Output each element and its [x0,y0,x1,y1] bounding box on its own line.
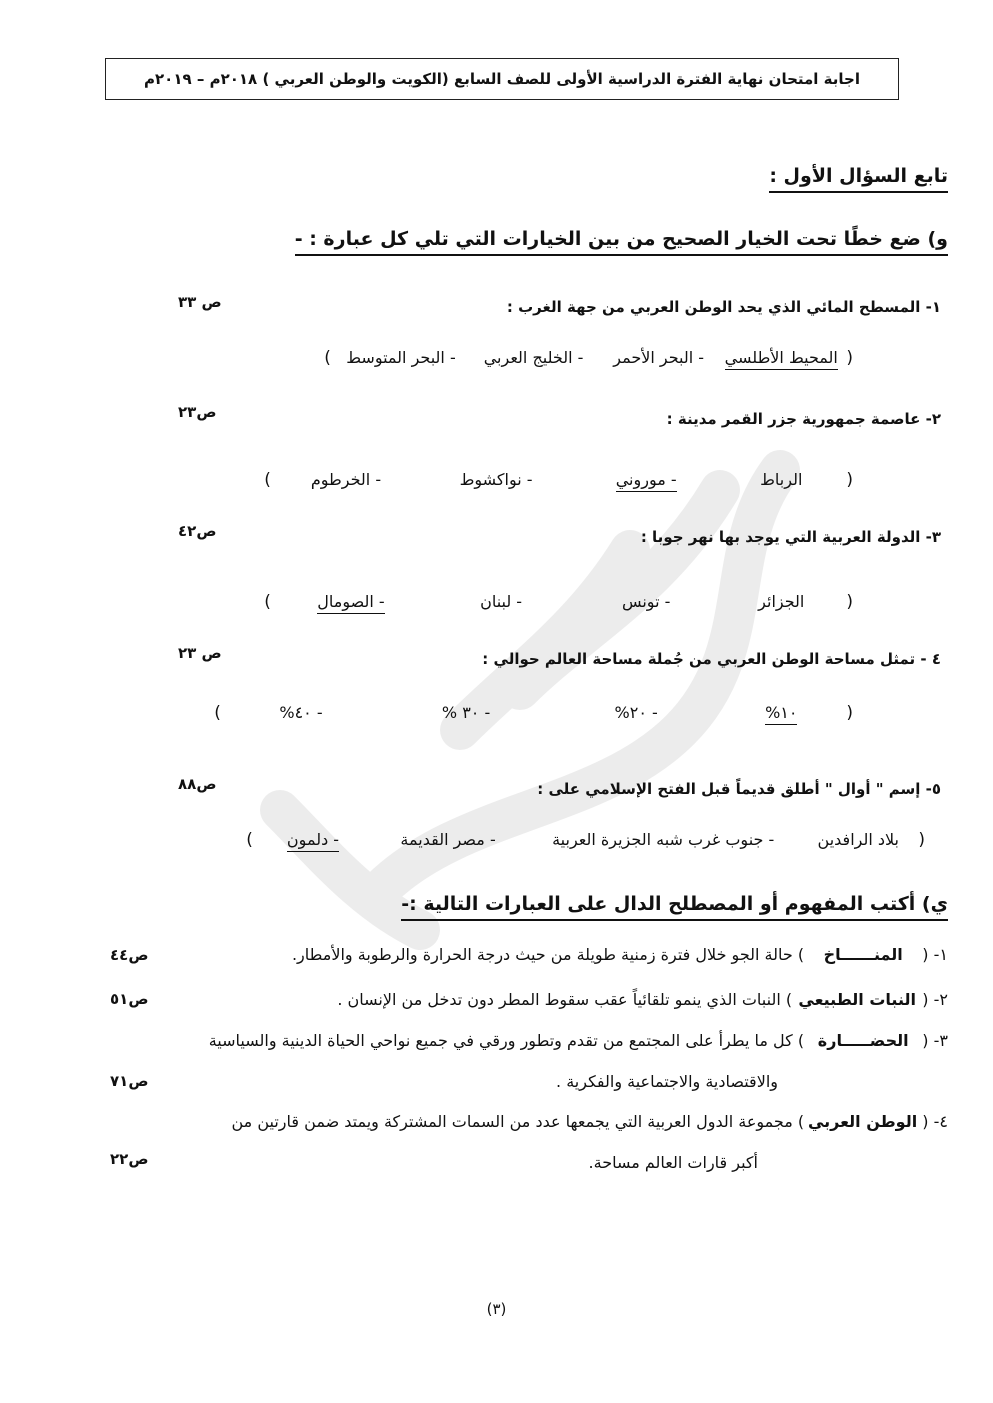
question-3-options: ( الجزائر - تونس - لبنان - الصومال ) [264,592,853,612]
definition-1-page-ref: ص٤٤ [110,946,149,964]
question-2-option-2: - موروني [576,470,716,489]
definition-3-continuation: والاقتصادية والاجتماعية والفكرية . [556,1072,778,1091]
question-2-option-3: - نواكشوط [459,470,533,489]
watermark-logo [160,430,860,950]
document-title: اجابة امتحان نهاية الفترة الدراسية الأولى للصف السابع (الكويت والوطن العربي ) ٢٠١٨م – ٢٠١٩م [144,70,860,88]
question-4-options: ( ١٠% - ٢٠% - ٣٠ % - ٤٠% ) [214,703,853,723]
question-1-page-ref: ص ٣٣ [178,293,222,311]
question-3-text: ٣- الدولة العربية التي يوجد بها نهر جوبا : [640,528,941,546]
question-2-text: ٢- عاصمة جمهورية جزر القمر مدينة : [666,410,941,428]
question-2-option-4: - الخرطوم [310,470,382,489]
definition-4-page-ref: ص٢٢ [110,1150,149,1168]
question-3-option-2: - تونس [621,592,671,611]
question-4-page-ref: ص ٢٣ [178,644,222,662]
question-5-options: ( بلاد الرافدين - جنوب غرب شبه الجزيرة العربية - مصر القديمة - دلمون ) [246,830,925,850]
definition-4-term: الوطن العربي [807,1112,918,1131]
definition-2-page-ref: ص٥١ [110,990,149,1008]
question-1-options: ( المحيط الأطلسي - البحر الأحمر - الخليج العربي - البحر المتوسط ) [324,348,853,368]
definition-3-page-ref: ص٧١ [110,1072,149,1090]
section-y-heading: ي) أكتب المفهوم أو المصطلح الدال على العبارات التالية :- [401,893,948,915]
question-1-option-2: - البحر الأحمر [613,348,705,367]
definition-1-term: المنــــــاخ [823,945,903,964]
definition-4: ٤- ( الوطن العربي ) مجموعة الدول العربية التي يجمعها عدد من السمات المشتركة ويمتد ضمن قارتين من [231,1112,948,1131]
question-4-option-4: - ٤٠% [279,703,323,722]
section-w-heading: و) ضع خطًا تحت الخيار الصحيح من بين الخيارات التي تلي كل عبارة : - [295,228,948,250]
page-number: (٣) [486,1300,507,1318]
question-3-option-4: - الصومال [276,592,426,611]
question-3-page-ref: ص٤٢ [178,522,217,540]
question-3-option-1: الجزائر [758,592,805,611]
definition-2-term: النبات الطبيعي [798,990,916,1009]
question-1-text: ١- المسطح المائي الذي يحد الوطن العربي من جهة الغرب : [506,298,941,316]
question-2-options: ( الرباط - موروني - نواكشوط - الخرطوم ) [264,470,853,490]
section-continuation-heading: تابع السؤال الأول : [769,165,948,187]
question-5-option-4: - دلمون [258,830,368,849]
document-title-box [105,58,899,100]
question-2-page-ref: ص٢٣ [178,403,217,421]
question-5-page-ref: ص٨٨ [178,775,217,793]
definition-3-term: الحضـــــارة [817,1031,909,1050]
question-4-option-1: ١٠% [721,703,841,722]
definition-1: ١- ( المنــــــاخ ) حالة الجو خلال فترة زمنية طويلة من حيث درجة الحرارة والرطوبة والأمطار. [291,945,948,964]
question-4-text: ٤ - تمثل مساحة الوطن العربي من جُملة مساحة العالم حوالي : [482,650,941,668]
question-5-option-2: - جنوب غرب شبه الجزيرة العربية [552,830,775,849]
question-5-option-1: بلاد الرافدين [817,830,899,849]
question-1-option-1: المحيط الأطلسي [721,348,841,367]
question-5-option-3: - مصر القديمة [400,830,496,849]
question-5-text: ٥- إسم " أوال " أطلق قديماً قبل الفتح الإسلامي على : [537,780,941,798]
question-1-option-3: - الخليج العربي [483,348,584,367]
question-4-option-2: - ٢٠% [614,703,658,722]
definition-2: ٢- ( النبات الطبيعي ) النبات الذي ينمو تلقائياً عقب سقوط المطر دون تدخل من الإنسان . [337,990,948,1009]
question-4-option-3: - ٣٠ % [441,703,491,722]
definition-4-continuation: أكبر قارات العالم مساحة. [588,1153,758,1172]
question-1-option-4: - البحر المتوسط [346,348,456,367]
definition-3: ٣- ( الحضـــــارة ) كل ما يطرأ على المجتمع من تقدم وتطور ورقي في جميع نواحي الحياة الدينية والسياسية [208,1031,948,1050]
question-3-option-3: - لبنان [480,592,523,611]
question-2-option-1: الرباط [760,470,803,489]
